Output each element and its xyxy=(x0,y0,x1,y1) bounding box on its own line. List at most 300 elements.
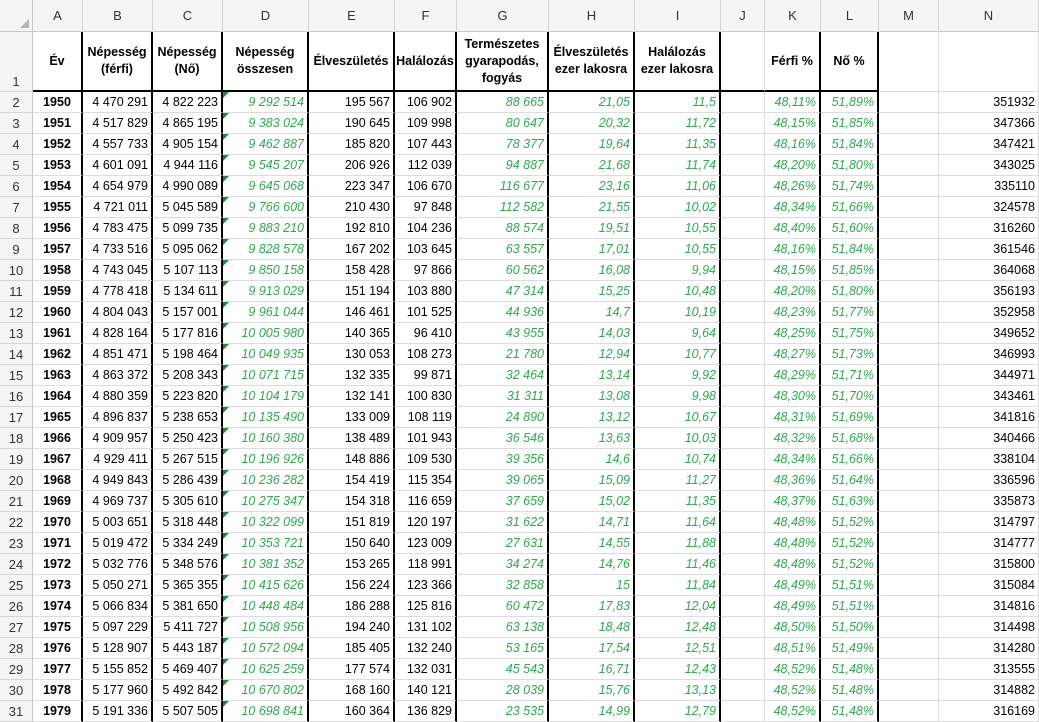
cell-i[interactable]: 12,43 xyxy=(635,659,721,680)
cell-k[interactable]: 48,31% xyxy=(765,407,821,428)
cell-n[interactable]: 341816 xyxy=(939,407,1039,428)
cell-j[interactable] xyxy=(721,575,765,596)
cell-e[interactable]: 151 194 xyxy=(309,281,395,302)
cell-b[interactable]: 5 155 852 xyxy=(83,659,153,680)
row-header[interactable]: 26 xyxy=(0,596,33,617)
cell-g[interactable]: 27 631 xyxy=(457,533,549,554)
cell-i[interactable]: 11,84 xyxy=(635,575,721,596)
cell-l[interactable]: 51,74% xyxy=(821,176,879,197)
cell-c[interactable]: 5 107 113 xyxy=(153,260,223,281)
cell-e[interactable]: 223 347 xyxy=(309,176,395,197)
cell-n[interactable]: 316169 xyxy=(939,701,1039,722)
row-header[interactable]: 17 xyxy=(0,407,33,428)
cell-h[interactable]: 20,32 xyxy=(549,113,635,134)
cell-i[interactable]: 11,46 xyxy=(635,554,721,575)
cell-i[interactable]: 11,64 xyxy=(635,512,721,533)
cell-e[interactable]: 132 335 xyxy=(309,365,395,386)
cell-g[interactable]: 80 647 xyxy=(457,113,549,134)
cell-a[interactable]: 1959 xyxy=(33,281,83,302)
cell-h[interactable]: 14,03 xyxy=(549,323,635,344)
cell-m[interactable] xyxy=(879,155,939,176)
cell-g[interactable]: 88 574 xyxy=(457,218,549,239)
cell-h[interactable]: 15,25 xyxy=(549,281,635,302)
cell-k[interactable]: 48,48% xyxy=(765,554,821,575)
cell-b[interactable]: 4 969 737 xyxy=(83,491,153,512)
cell-c[interactable]: 5 208 343 xyxy=(153,365,223,386)
cell-n[interactable]: 313555 xyxy=(939,659,1039,680)
cell-n[interactable]: 346993 xyxy=(939,344,1039,365)
cell-m[interactable] xyxy=(879,512,939,533)
cell-k[interactable]: 48,37% xyxy=(765,491,821,512)
cell-g[interactable]: 44 936 xyxy=(457,302,549,323)
cell-e[interactable]: 133 009 xyxy=(309,407,395,428)
cell-j[interactable] xyxy=(721,533,765,554)
row-header[interactable]: 5 xyxy=(0,155,33,176)
cell-m[interactable] xyxy=(879,533,939,554)
cell-e[interactable]: 154 419 xyxy=(309,470,395,491)
cell-j[interactable] xyxy=(721,407,765,428)
row-header[interactable]: 4 xyxy=(0,134,33,155)
cell-i[interactable]: 9,98 xyxy=(635,386,721,407)
header-cell-j[interactable] xyxy=(721,32,765,92)
cell-c[interactable]: 5 095 062 xyxy=(153,239,223,260)
cell-d[interactable]: 9 766 600 xyxy=(223,197,309,218)
cell-c[interactable]: 5 318 448 xyxy=(153,512,223,533)
row-header[interactable]: 11 xyxy=(0,281,33,302)
cell-a[interactable]: 1975 xyxy=(33,617,83,638)
cell-h[interactable]: 23,16 xyxy=(549,176,635,197)
cell-f[interactable]: 100 830 xyxy=(395,386,457,407)
cell-f[interactable]: 107 443 xyxy=(395,134,457,155)
cell-j[interactable] xyxy=(721,92,765,113)
cell-m[interactable] xyxy=(879,386,939,407)
row-header[interactable]: 19 xyxy=(0,449,33,470)
row-header[interactable]: 31 xyxy=(0,701,33,722)
cell-n[interactable]: 340466 xyxy=(939,428,1039,449)
cell-m[interactable] xyxy=(879,344,939,365)
cell-i[interactable]: 11,35 xyxy=(635,134,721,155)
cell-d[interactable]: 10 508 956 xyxy=(223,617,309,638)
cell-j[interactable] xyxy=(721,596,765,617)
cell-l[interactable]: 51,51% xyxy=(821,596,879,617)
header-cell-d[interactable]: Népesség összesen xyxy=(223,32,309,92)
cell-h[interactable]: 18,48 xyxy=(549,617,635,638)
cell-m[interactable] xyxy=(879,113,939,134)
cell-k[interactable]: 48,52% xyxy=(765,680,821,701)
cell-e[interactable]: 192 810 xyxy=(309,218,395,239)
cell-l[interactable]: 51,50% xyxy=(821,617,879,638)
cell-b[interactable]: 4 654 979 xyxy=(83,176,153,197)
cell-i[interactable]: 9,64 xyxy=(635,323,721,344)
cell-k[interactable]: 48,16% xyxy=(765,239,821,260)
cell-g[interactable]: 94 887 xyxy=(457,155,549,176)
cell-b[interactable]: 5 050 271 xyxy=(83,575,153,596)
cell-f[interactable]: 123 009 xyxy=(395,533,457,554)
cell-e[interactable]: 156 224 xyxy=(309,575,395,596)
cell-h[interactable]: 14,71 xyxy=(549,512,635,533)
row-header[interactable]: 23 xyxy=(0,533,33,554)
cell-d[interactable]: 9 913 029 xyxy=(223,281,309,302)
cell-d[interactable]: 10 322 099 xyxy=(223,512,309,533)
cell-i[interactable]: 12,79 xyxy=(635,701,721,722)
cell-i[interactable]: 11,06 xyxy=(635,176,721,197)
cell-a[interactable]: 1957 xyxy=(33,239,83,260)
cell-a[interactable]: 1971 xyxy=(33,533,83,554)
cell-m[interactable] xyxy=(879,470,939,491)
cell-i[interactable]: 12,51 xyxy=(635,638,721,659)
cell-l[interactable]: 51,75% xyxy=(821,323,879,344)
cell-l[interactable]: 51,73% xyxy=(821,344,879,365)
cell-j[interactable] xyxy=(721,260,765,281)
cell-h[interactable]: 17,83 xyxy=(549,596,635,617)
row-header[interactable]: 12 xyxy=(0,302,33,323)
row-header[interactable]: 28 xyxy=(0,638,33,659)
cell-c[interactable]: 5 177 816 xyxy=(153,323,223,344)
select-all-corner[interactable] xyxy=(0,0,33,32)
cell-m[interactable] xyxy=(879,365,939,386)
cell-c[interactable]: 5 134 611 xyxy=(153,281,223,302)
cell-g[interactable]: 23 535 xyxy=(457,701,549,722)
cell-d[interactable]: 9 292 514 xyxy=(223,92,309,113)
cell-c[interactable]: 4 822 223 xyxy=(153,92,223,113)
cell-g[interactable]: 78 377 xyxy=(457,134,549,155)
cell-j[interactable] xyxy=(721,428,765,449)
cell-h[interactable]: 19,64 xyxy=(549,134,635,155)
cell-h[interactable]: 15,09 xyxy=(549,470,635,491)
cell-b[interactable]: 5 032 776 xyxy=(83,554,153,575)
cell-e[interactable]: 186 288 xyxy=(309,596,395,617)
cell-k[interactable]: 48,34% xyxy=(765,197,821,218)
cell-d[interactable]: 10 670 802 xyxy=(223,680,309,701)
cell-l[interactable]: 51,49% xyxy=(821,638,879,659)
header-cell-e[interactable]: Élveszületés xyxy=(309,32,395,92)
cell-n[interactable]: 343461 xyxy=(939,386,1039,407)
cell-i[interactable]: 11,35 xyxy=(635,491,721,512)
cell-m[interactable] xyxy=(879,197,939,218)
cell-e[interactable]: 177 574 xyxy=(309,659,395,680)
cell-a[interactable]: 1967 xyxy=(33,449,83,470)
cell-m[interactable] xyxy=(879,218,939,239)
cell-a[interactable]: 1969 xyxy=(33,491,83,512)
cell-c[interactable]: 5 469 407 xyxy=(153,659,223,680)
cell-e[interactable]: 151 819 xyxy=(309,512,395,533)
cell-j[interactable] xyxy=(721,302,765,323)
header-cell-c[interactable]: Népesség (Nő) xyxy=(153,32,223,92)
cell-i[interactable]: 13,13 xyxy=(635,680,721,701)
cell-g[interactable]: 88 665 xyxy=(457,92,549,113)
cell-j[interactable] xyxy=(721,239,765,260)
row-header[interactable]: 21 xyxy=(0,491,33,512)
cell-b[interactable]: 5 097 229 xyxy=(83,617,153,638)
cell-i[interactable]: 10,77 xyxy=(635,344,721,365)
cell-a[interactable]: 1955 xyxy=(33,197,83,218)
cell-j[interactable] xyxy=(721,323,765,344)
row-header[interactable]: 13 xyxy=(0,323,33,344)
row-header[interactable]: 16 xyxy=(0,386,33,407)
cell-k[interactable]: 48,16% xyxy=(765,134,821,155)
cell-e[interactable]: 138 489 xyxy=(309,428,395,449)
cell-l[interactable]: 51,77% xyxy=(821,302,879,323)
cell-g[interactable]: 28 039 xyxy=(457,680,549,701)
cell-b[interactable]: 5 003 651 xyxy=(83,512,153,533)
cell-a[interactable]: 1953 xyxy=(33,155,83,176)
cell-j[interactable] xyxy=(721,680,765,701)
cell-c[interactable]: 5 507 505 xyxy=(153,701,223,722)
cell-j[interactable] xyxy=(721,638,765,659)
cell-k[interactable]: 48,51% xyxy=(765,638,821,659)
cell-c[interactable]: 5 223 820 xyxy=(153,386,223,407)
cell-h[interactable]: 14,76 xyxy=(549,554,635,575)
cell-e[interactable]: 140 365 xyxy=(309,323,395,344)
cell-l[interactable]: 51,71% xyxy=(821,365,879,386)
cell-i[interactable]: 10,55 xyxy=(635,239,721,260)
cell-b[interactable]: 4 470 291 xyxy=(83,92,153,113)
cell-l[interactable]: 51,63% xyxy=(821,491,879,512)
cell-h[interactable]: 19,51 xyxy=(549,218,635,239)
cell-d[interactable]: 10 005 980 xyxy=(223,323,309,344)
row-header[interactable]: 30 xyxy=(0,680,33,701)
row-header[interactable]: 27 xyxy=(0,617,33,638)
cell-m[interactable] xyxy=(879,659,939,680)
cell-k[interactable]: 48,20% xyxy=(765,281,821,302)
cell-e[interactable]: 154 318 xyxy=(309,491,395,512)
cell-f[interactable]: 132 240 xyxy=(395,638,457,659)
cell-k[interactable]: 48,49% xyxy=(765,575,821,596)
cell-c[interactable]: 5 381 650 xyxy=(153,596,223,617)
cell-i[interactable]: 11,74 xyxy=(635,155,721,176)
cell-n[interactable]: 314816 xyxy=(939,596,1039,617)
cell-f[interactable]: 99 871 xyxy=(395,365,457,386)
column-header-a[interactable]: A xyxy=(33,0,83,32)
cell-i[interactable]: 9,94 xyxy=(635,260,721,281)
cell-g[interactable]: 112 582 xyxy=(457,197,549,218)
cell-a[interactable]: 1978 xyxy=(33,680,83,701)
cell-h[interactable]: 17,54 xyxy=(549,638,635,659)
cell-k[interactable]: 48,49% xyxy=(765,596,821,617)
cell-m[interactable] xyxy=(879,638,939,659)
cell-m[interactable] xyxy=(879,281,939,302)
cell-d[interactable]: 10 236 282 xyxy=(223,470,309,491)
cell-h[interactable]: 13,63 xyxy=(549,428,635,449)
cell-n[interactable]: 324578 xyxy=(939,197,1039,218)
cell-k[interactable]: 48,48% xyxy=(765,512,821,533)
cell-f[interactable]: 106 670 xyxy=(395,176,457,197)
cell-n[interactable]: 314777 xyxy=(939,533,1039,554)
cell-f[interactable]: 109 530 xyxy=(395,449,457,470)
cell-c[interactable]: 5 198 464 xyxy=(153,344,223,365)
cell-m[interactable] xyxy=(879,134,939,155)
cell-g[interactable]: 32 464 xyxy=(457,365,549,386)
cell-i[interactable]: 10,48 xyxy=(635,281,721,302)
cell-i[interactable]: 10,67 xyxy=(635,407,721,428)
cell-d[interactable]: 10 160 380 xyxy=(223,428,309,449)
cell-d[interactable]: 10 104 179 xyxy=(223,386,309,407)
cell-a[interactable]: 1960 xyxy=(33,302,83,323)
cell-e[interactable]: 153 265 xyxy=(309,554,395,575)
cell-b[interactable]: 4 778 418 xyxy=(83,281,153,302)
cell-e[interactable]: 185 405 xyxy=(309,638,395,659)
cell-m[interactable] xyxy=(879,323,939,344)
cell-a[interactable]: 1966 xyxy=(33,428,83,449)
cell-h[interactable]: 13,08 xyxy=(549,386,635,407)
cell-c[interactable]: 4 944 116 xyxy=(153,155,223,176)
cell-b[interactable]: 4 949 843 xyxy=(83,470,153,491)
cell-b[interactable]: 5 066 834 xyxy=(83,596,153,617)
cell-h[interactable]: 21,05 xyxy=(549,92,635,113)
cell-e[interactable]: 158 428 xyxy=(309,260,395,281)
cell-f[interactable]: 97 848 xyxy=(395,197,457,218)
row-header[interactable]: 22 xyxy=(0,512,33,533)
cell-h[interactable]: 14,99 xyxy=(549,701,635,722)
cell-j[interactable] xyxy=(721,617,765,638)
column-header-k[interactable]: K xyxy=(765,0,821,32)
cell-l[interactable]: 51,84% xyxy=(821,134,879,155)
cell-m[interactable] xyxy=(879,701,939,722)
cell-m[interactable] xyxy=(879,428,939,449)
cell-d[interactable]: 9 850 158 xyxy=(223,260,309,281)
cell-i[interactable]: 9,92 xyxy=(635,365,721,386)
cell-n[interactable]: 338104 xyxy=(939,449,1039,470)
column-header-f[interactable]: F xyxy=(395,0,457,32)
cell-d[interactable]: 10 196 926 xyxy=(223,449,309,470)
cell-a[interactable]: 1974 xyxy=(33,596,83,617)
cell-i[interactable]: 11,88 xyxy=(635,533,721,554)
column-header-j[interactable]: J xyxy=(721,0,765,32)
cell-e[interactable]: 206 926 xyxy=(309,155,395,176)
cell-d[interactable]: 10 698 841 xyxy=(223,701,309,722)
cell-n[interactable]: 343025 xyxy=(939,155,1039,176)
cell-m[interactable] xyxy=(879,575,939,596)
cell-k[interactable]: 48,25% xyxy=(765,323,821,344)
cell-i[interactable]: 10,55 xyxy=(635,218,721,239)
cell-k[interactable]: 48,48% xyxy=(765,533,821,554)
cell-f[interactable]: 132 031 xyxy=(395,659,457,680)
cell-c[interactable]: 5 492 842 xyxy=(153,680,223,701)
cell-k[interactable]: 48,40% xyxy=(765,218,821,239)
cell-b[interactable]: 4 783 475 xyxy=(83,218,153,239)
cell-i[interactable]: 12,48 xyxy=(635,617,721,638)
cell-k[interactable]: 48,15% xyxy=(765,113,821,134)
cell-l[interactable]: 51,52% xyxy=(821,512,879,533)
cell-l[interactable]: 51,80% xyxy=(821,155,879,176)
cell-b[interactable]: 4 828 164 xyxy=(83,323,153,344)
cell-n[interactable]: 361546 xyxy=(939,239,1039,260)
cell-f[interactable]: 136 829 xyxy=(395,701,457,722)
cell-c[interactable]: 5 365 355 xyxy=(153,575,223,596)
row-header[interactable]: 14 xyxy=(0,344,33,365)
cell-i[interactable]: 11,27 xyxy=(635,470,721,491)
column-header-e[interactable]: E xyxy=(309,0,395,32)
header-cell-h[interactable]: Élveszületés ezer lakosra xyxy=(549,32,635,92)
cell-n[interactable]: 335873 xyxy=(939,491,1039,512)
column-header-h[interactable]: H xyxy=(549,0,635,32)
cell-a[interactable]: 1964 xyxy=(33,386,83,407)
cell-g[interactable]: 63 138 xyxy=(457,617,549,638)
cell-h[interactable]: 13,14 xyxy=(549,365,635,386)
cell-h[interactable]: 14,6 xyxy=(549,449,635,470)
cell-b[interactable]: 5 019 472 xyxy=(83,533,153,554)
row-header[interactable]: 8 xyxy=(0,218,33,239)
cell-b[interactable]: 5 191 336 xyxy=(83,701,153,722)
cell-a[interactable]: 1970 xyxy=(33,512,83,533)
cell-d[interactable]: 10 353 721 xyxy=(223,533,309,554)
cell-l[interactable]: 51,70% xyxy=(821,386,879,407)
cell-c[interactable]: 5 267 515 xyxy=(153,449,223,470)
cell-d[interactable]: 10 135 490 xyxy=(223,407,309,428)
row-header[interactable]: 6 xyxy=(0,176,33,197)
cell-f[interactable]: 108 119 xyxy=(395,407,457,428)
cell-a[interactable]: 1976 xyxy=(33,638,83,659)
cell-n[interactable]: 314280 xyxy=(939,638,1039,659)
cell-j[interactable] xyxy=(721,554,765,575)
cell-c[interactable]: 5 305 610 xyxy=(153,491,223,512)
cell-l[interactable]: 51,64% xyxy=(821,470,879,491)
cell-l[interactable]: 51,48% xyxy=(821,659,879,680)
cell-h[interactable]: 12,94 xyxy=(549,344,635,365)
header-cell-l[interactable]: Nő % xyxy=(821,32,879,92)
cell-j[interactable] xyxy=(721,386,765,407)
cell-f[interactable]: 101 525 xyxy=(395,302,457,323)
cell-h[interactable]: 21,55 xyxy=(549,197,635,218)
cell-d[interactable]: 10 572 094 xyxy=(223,638,309,659)
cell-n[interactable]: 344971 xyxy=(939,365,1039,386)
cell-j[interactable] xyxy=(721,491,765,512)
header-cell-m[interactable] xyxy=(879,32,939,92)
cell-j[interactable] xyxy=(721,281,765,302)
cell-i[interactable]: 10,74 xyxy=(635,449,721,470)
cell-m[interactable] xyxy=(879,176,939,197)
cell-k[interactable]: 48,34% xyxy=(765,449,821,470)
cell-b[interactable]: 4 601 091 xyxy=(83,155,153,176)
cell-a[interactable]: 1968 xyxy=(33,470,83,491)
cell-f[interactable]: 103 880 xyxy=(395,281,457,302)
cell-g[interactable]: 34 274 xyxy=(457,554,549,575)
header-cell-f[interactable]: Halálozás xyxy=(395,32,457,92)
cell-n[interactable]: 314498 xyxy=(939,617,1039,638)
cell-m[interactable] xyxy=(879,596,939,617)
cell-a[interactable]: 1973 xyxy=(33,575,83,596)
cell-n[interactable]: 349652 xyxy=(939,323,1039,344)
cell-m[interactable] xyxy=(879,92,939,113)
cell-f[interactable]: 125 816 xyxy=(395,596,457,617)
column-header-m[interactable]: M xyxy=(879,0,939,32)
header-cell-a[interactable]: Év xyxy=(33,32,83,92)
cell-b[interactable]: 4 851 471 xyxy=(83,344,153,365)
cell-f[interactable]: 104 236 xyxy=(395,218,457,239)
cell-i[interactable]: 10,03 xyxy=(635,428,721,449)
cell-c[interactable]: 4 905 154 xyxy=(153,134,223,155)
cell-b[interactable]: 4 557 733 xyxy=(83,134,153,155)
cell-j[interactable] xyxy=(721,449,765,470)
cell-n[interactable]: 364068 xyxy=(939,260,1039,281)
cell-m[interactable] xyxy=(879,617,939,638)
cell-f[interactable]: 140 121 xyxy=(395,680,457,701)
row-header-1[interactable]: 1 xyxy=(0,32,33,92)
cell-k[interactable]: 48,50% xyxy=(765,617,821,638)
cell-b[interactable]: 4 880 359 xyxy=(83,386,153,407)
cell-k[interactable]: 48,52% xyxy=(765,701,821,722)
cell-n[interactable]: 347421 xyxy=(939,134,1039,155)
cell-a[interactable]: 1961 xyxy=(33,323,83,344)
cell-b[interactable]: 4 517 829 xyxy=(83,113,153,134)
cell-j[interactable] xyxy=(721,113,765,134)
cell-i[interactable]: 11,72 xyxy=(635,113,721,134)
cell-j[interactable] xyxy=(721,659,765,680)
cell-g[interactable]: 37 659 xyxy=(457,491,549,512)
cell-n[interactable]: 314797 xyxy=(939,512,1039,533)
cell-d[interactable]: 10 275 347 xyxy=(223,491,309,512)
header-cell-b[interactable]: Népesség (férfi) xyxy=(83,32,153,92)
